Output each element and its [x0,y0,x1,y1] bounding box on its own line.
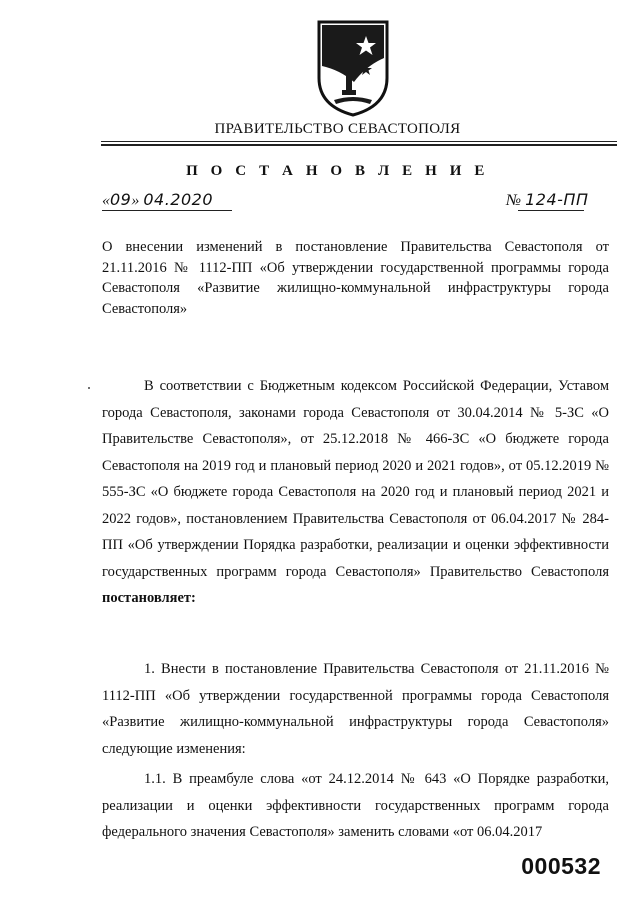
form-serial-number: 000532 [521,853,601,879]
date-open-quote: « [102,192,110,209]
item-1-paragraph: 1. Внести в постановление Правительства Севастополя от 21.11.2016 № 1112-ПП «Об утверждении государственной программы города Севастополя «Развитие жилищно-коммунальной инфраструктуры города Севастополя» следующие изменения: [102,661,609,757]
preamble-text: В соответствии с Бюджетным кодексом Российской Федерации, Уставом города Севастополя, законами города Севастополя от 30.04.2014 № 5-ЗС «О Правительстве Севастополя», от 25.12.2018 № 466-ЗС «О бюджете города Севастополя на 2019 год и плановый период 2020 и 2021 годов», от 05.12.2019 № 555-ЗС «О бюджете города Севастополя на 2020 год и плановый период 2021 и 2022 годов», постановлением Правительства Севастополя от 06.04.2017 № 284-ПП «Об утверждении Порядка разработки, реализации и оценки эффективности государственных программ города Севастополя» Правительство Севастополя [102,378,609,580]
number-value: 124-ПП [525,190,589,209]
number-sign: № [506,192,522,209]
resolves-word: постановляет: [102,590,196,606]
government-title: ПРАВИТЕЛЬСТВО СЕВАСТОПОЛЯ [214,121,461,137]
item-1-1-paragraph: 1.1. В преамбуле слова «от 24.12.2014 № 643 «О Порядке разработки, реализации и оценки эффективности государственных программ города федерального значения Севастополя» заменить словами «от 06.04.2017 [102,771,609,840]
number-underline [518,210,584,211]
scan-speck [88,387,90,389]
date-day: 09 [110,190,132,209]
header-rule-thick [101,144,617,146]
date-underline [102,210,232,211]
decree-subject: О внесении изменений в постановление Правительства Севастополя от 21.11.2016 № 1112-ПП «Об утверждении государственной программы города Севастополя «Развитие жилищно-коммунальной инфраструктуры города Севастополя» [102,239,609,317]
coat-of-arms-icon [316,18,390,118]
decree-date [102,190,213,210]
header-rule-thin [101,141,617,142]
document-type-heading: П О С Т А Н О В Л Е Н И Е [186,163,489,179]
decree-number [506,190,588,210]
preamble-paragraph [102,373,609,612]
date-month-year: 04.2020 [143,190,214,209]
date-close-quote: » [131,192,140,209]
